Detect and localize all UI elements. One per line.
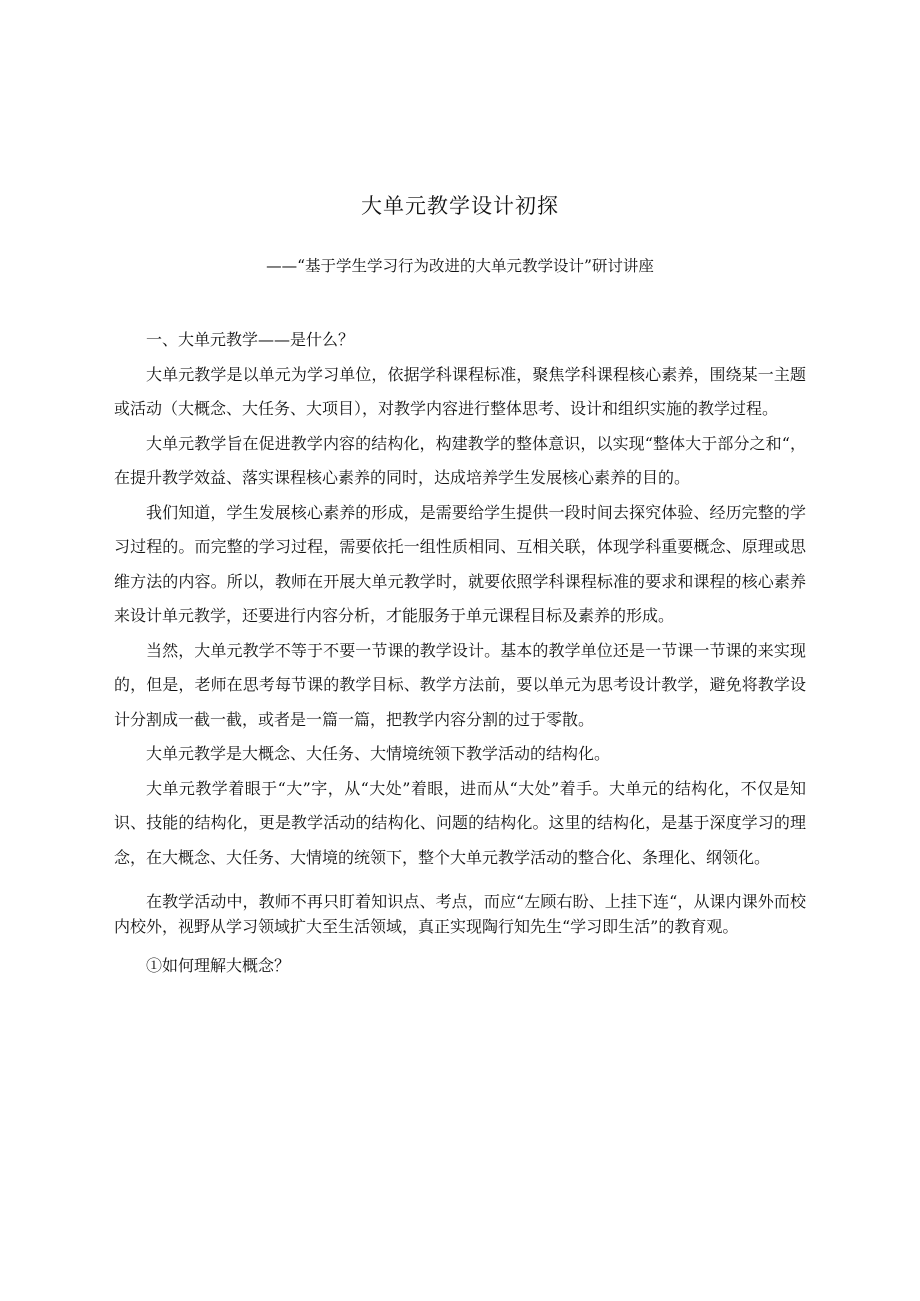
paragraph: 大单元教学是大概念、大任务、大情境统领下教学活动的结构化。: [146, 744, 611, 763]
document-subtitle: ——“基于学生学习行为改进的大单元教学设计”研讨讲座: [266, 257, 654, 275]
paragraph: 大单元教学旨在促进教学内容的结构化，构建教学的整体意识，以实现“整体大于部分之和“，在提升教学效益、落实课程核心素养的同时，达成培养学生发展核心素养的目的。: [114, 433, 806, 487]
section-heading: 一、大单元教学——是什么？: [146, 330, 355, 349]
paragraph: 当然，大单元教学不等于不要一节课的教学设计。基本的教学单位还是一节课一节课的来实现的，但是，老师在思考每节课的教学目标、教学方法前，要以单元为思考设计教学，避免将教学设计分割成一截一截，或者是一篇一篇，把教学内容分割的过于零散。: [114, 640, 806, 729]
document-title: 大单元教学设计初探: [361, 194, 559, 218]
paragraph: 大单元教学着眼于“大”字，从“大处”着眼，进而从“大处”着手。大单元的结构化，不仅是知识、技能的结构化，更是教学活动的结构化、问题的结构化。这里的结构化，是基于深度学习的理念，在大概念、大任务、大情境的统领下，整个大单元教学活动的整合化、条理化、纲领化。: [114, 778, 806, 867]
document-body: [114, 323, 806, 984]
sub-heading: ①如何理解大概念？: [146, 956, 291, 975]
paragraph: 在教学活动中，教师不再只盯着知识点、考点，而应“左顾右盼、上挂下连“，从课内课外而校内校外，视野从学习领域扩大至生活领域，真正实现陶行知先生“学习即生活”的教育观。: [114, 892, 806, 936]
paragraph: 大单元教学是以单元为学习单位，依据学科课程标准，聚焦学科课程核心素养，围绕某一主题或活动（大概念、大任务、大项目），对教学内容进行整体思考、设计和组织实施的教学过程。: [114, 364, 806, 418]
paragraph: 我们知道，学生发展核心素养的形成，是需要给学生提供一段时间去探究体验、经历完整的学习过程的。而完整的学习过程，需要依托一组性质相同、互相关联，体现学科重要概念、原理或思维方法的内容。所以，教师在开展大单元教学时，就要依照学科课程标准的要求和课程的核心素养来设计单元教学，还要进行内容分析，才能服务于单元课程目标及素养的形成。: [114, 502, 806, 625]
